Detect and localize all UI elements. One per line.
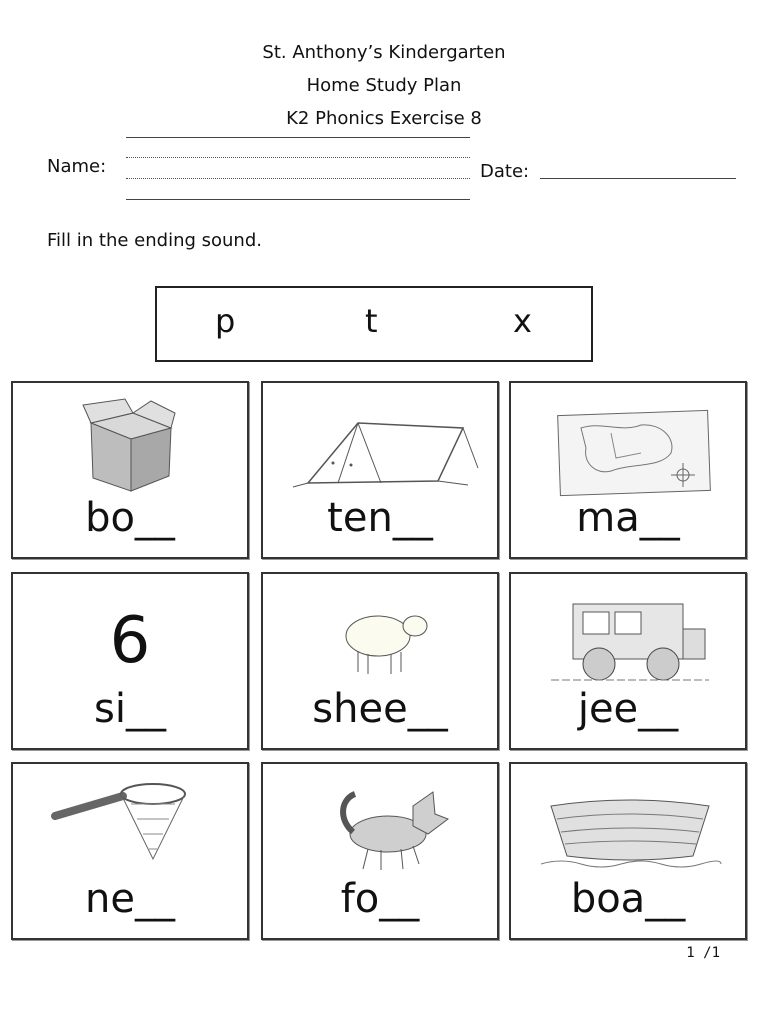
name-label: Name: bbox=[47, 156, 107, 177]
letter-option: p bbox=[215, 302, 236, 340]
card-net bbox=[11, 762, 249, 940]
card-sheep bbox=[261, 572, 499, 750]
word-text: si__ bbox=[94, 686, 166, 732]
word-text: bo__ bbox=[85, 495, 175, 541]
separator-line bbox=[126, 199, 470, 200]
letter-bank bbox=[155, 286, 593, 362]
boat-icon bbox=[511, 764, 749, 894]
word-text: boa__ bbox=[570, 876, 686, 922]
tent-icon bbox=[263, 383, 501, 513]
box-icon bbox=[13, 383, 251, 513]
name-field[interactable] bbox=[126, 178, 470, 179]
word-text: ne__ bbox=[85, 876, 175, 922]
sheep-icon bbox=[263, 574, 501, 704]
date-label: Date: bbox=[480, 161, 530, 182]
page-number: 1 /1 bbox=[686, 945, 720, 961]
card-boat bbox=[509, 762, 747, 940]
net-icon bbox=[13, 764, 251, 894]
word-text: ten__ bbox=[327, 495, 433, 541]
letter-option: t bbox=[365, 302, 378, 340]
card-map bbox=[509, 381, 747, 559]
card-six bbox=[11, 572, 249, 750]
letter-option: x bbox=[513, 302, 532, 340]
card-tent bbox=[261, 381, 499, 559]
exercise-title: K2 Phonics Exercise 8 bbox=[286, 108, 482, 129]
instruction-text: Fill in the ending sound. bbox=[47, 230, 262, 251]
word-text: shee__ bbox=[312, 686, 448, 732]
card-fox bbox=[261, 762, 499, 940]
map-icon bbox=[511, 383, 749, 513]
fox-icon bbox=[263, 764, 501, 894]
jeep-icon bbox=[511, 574, 749, 704]
six-digit-icon: 6 bbox=[109, 604, 151, 678]
word-text: jee__ bbox=[577, 686, 679, 732]
date-field[interactable] bbox=[540, 178, 736, 179]
name-field-top[interactable] bbox=[126, 157, 470, 158]
card-jeep bbox=[509, 572, 747, 750]
separator-line bbox=[126, 137, 470, 138]
school-title: St. Anthony’s Kindergarten bbox=[262, 42, 506, 63]
word-text: ma__ bbox=[576, 495, 680, 541]
card-box bbox=[11, 381, 249, 559]
word-text: fo__ bbox=[340, 876, 420, 922]
plan-title: Home Study Plan bbox=[306, 75, 462, 96]
